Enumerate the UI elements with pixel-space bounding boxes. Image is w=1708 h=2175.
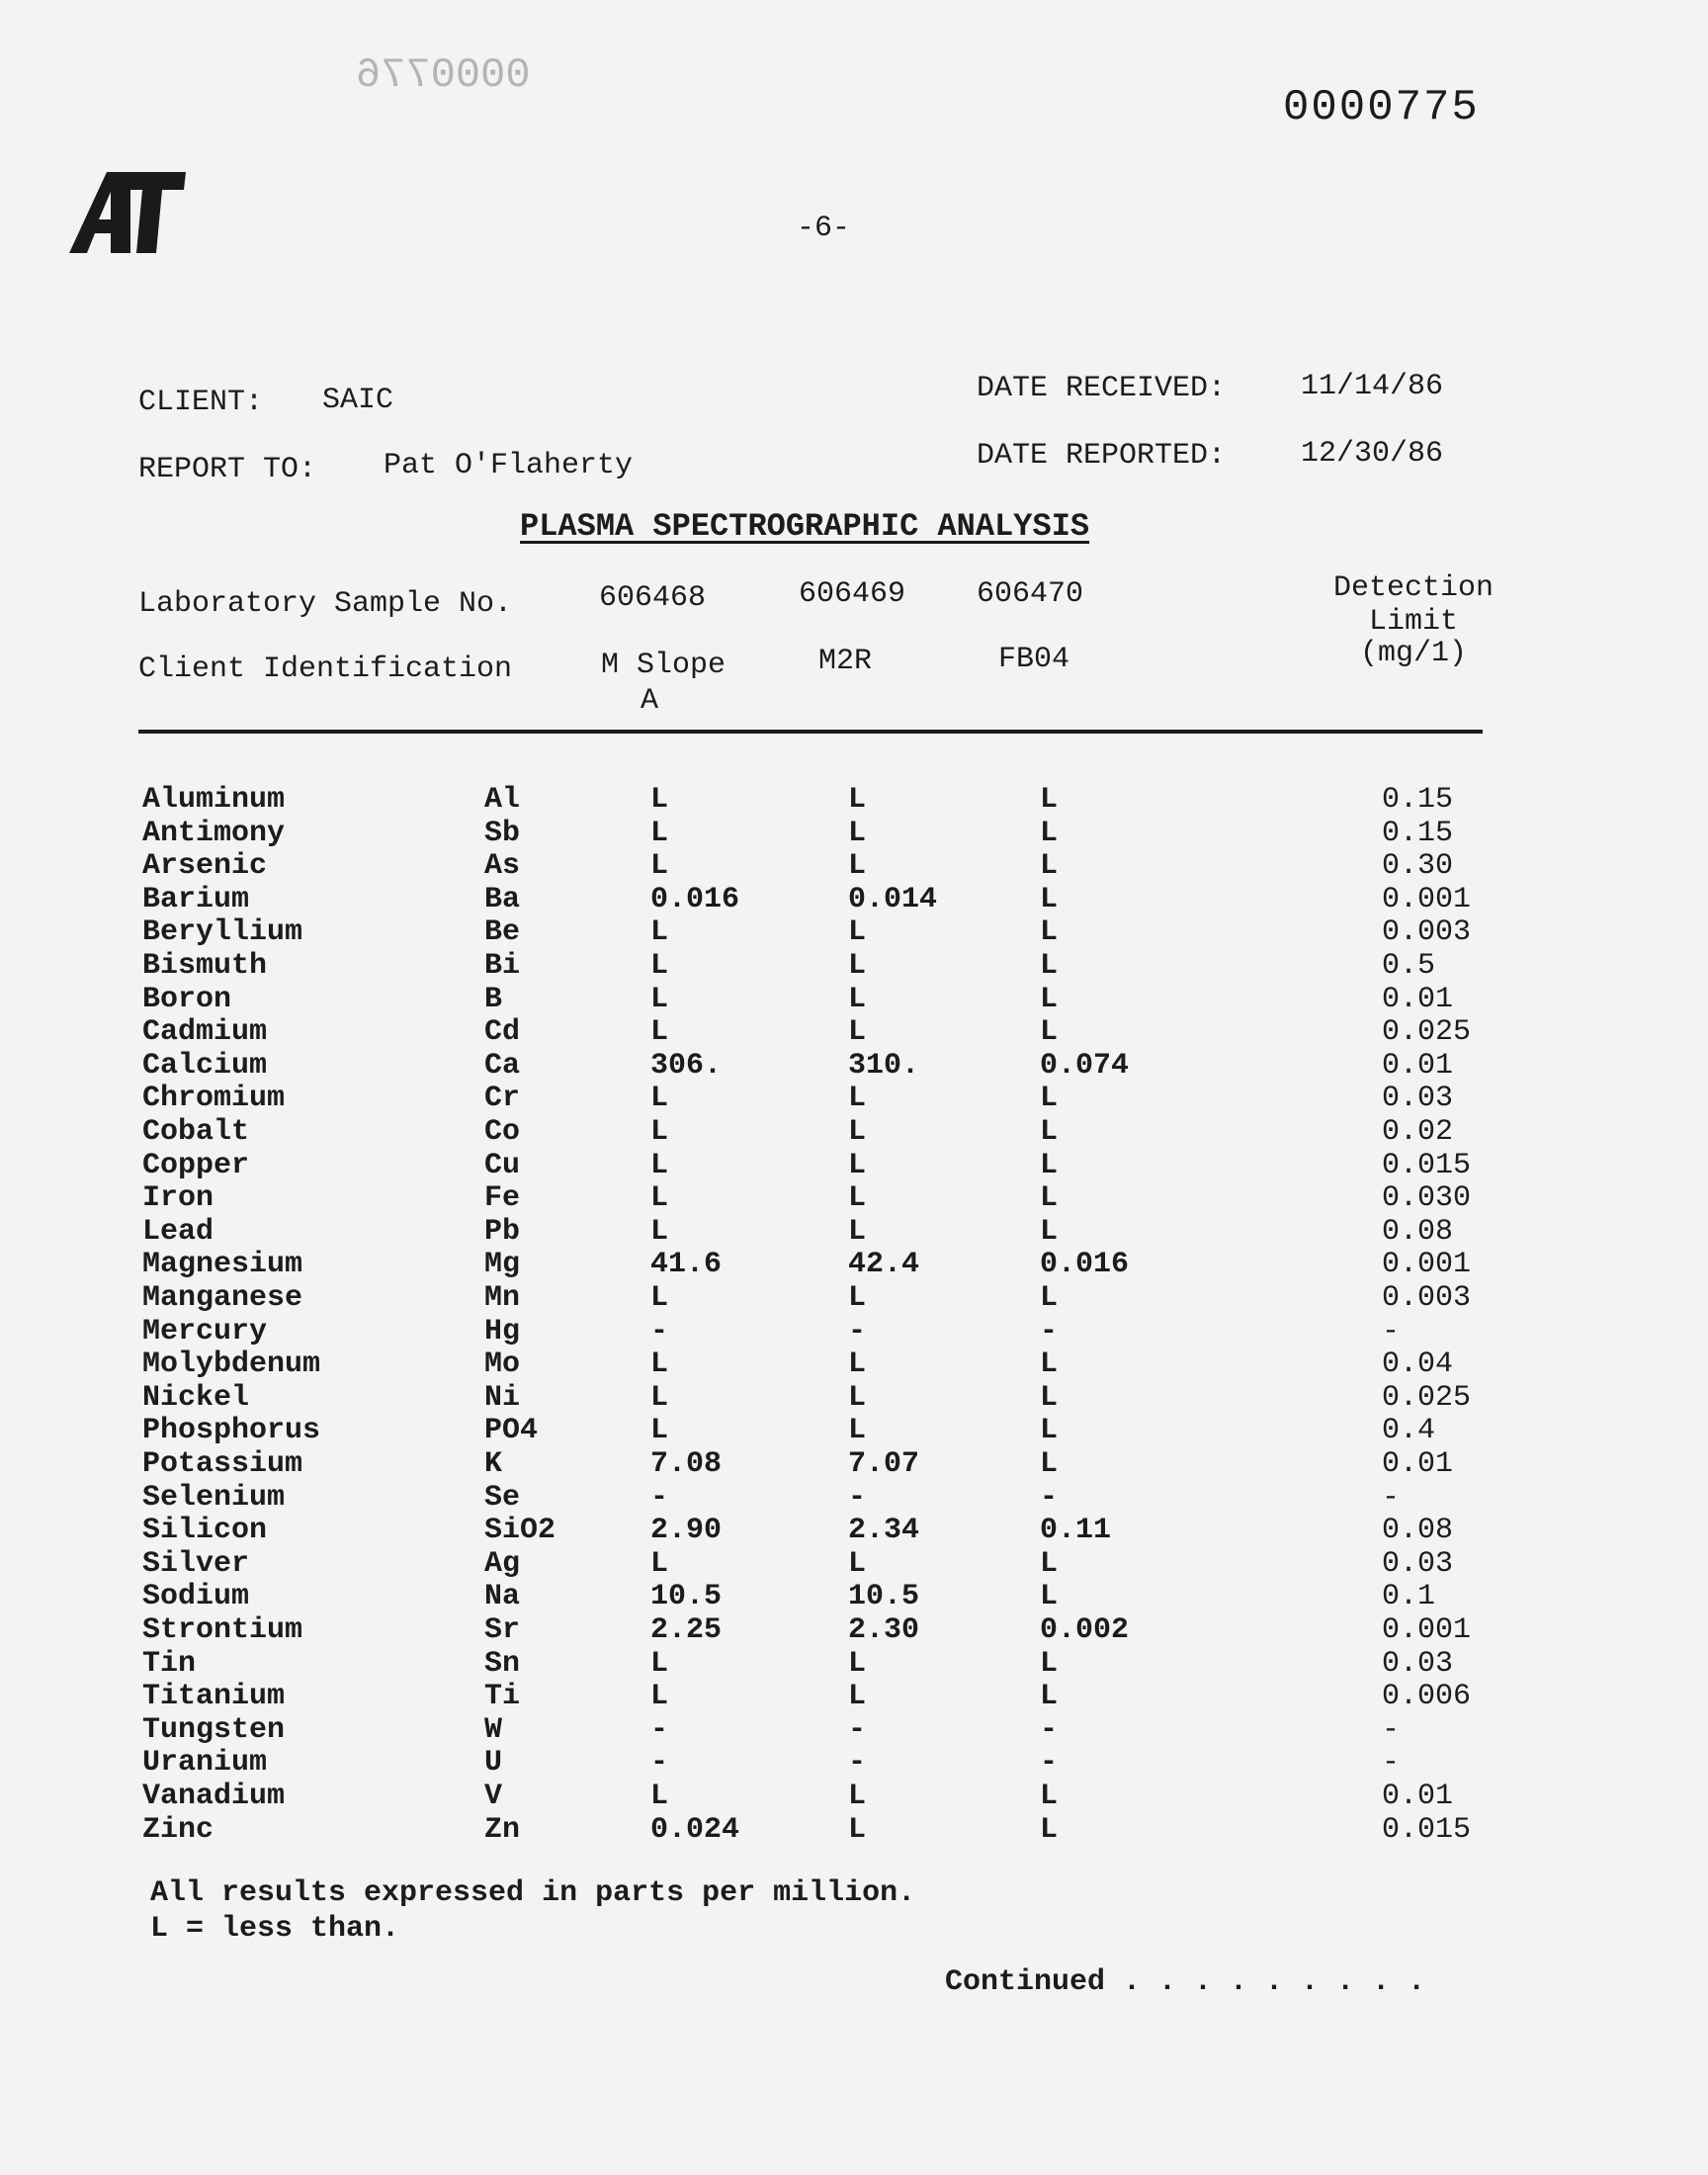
table-row [0, 1215, 1708, 1249]
element-name: Lead [142, 1214, 214, 1249]
sample-3-value: L [1040, 1546, 1059, 1581]
sample-2-value: L [848, 783, 867, 817]
sample-2-value: L [848, 1780, 867, 1813]
sample-1-value: L [650, 1380, 669, 1415]
sample-3-value: L [1040, 982, 1059, 1016]
client-label: CLIENT: [138, 386, 264, 419]
sample-3-value: 0.002 [1040, 1613, 1130, 1647]
element-symbol: Ti [484, 1680, 521, 1714]
element-symbol: Sr [484, 1613, 521, 1647]
report-to-label: REPORT TO: [138, 453, 317, 486]
table-row [0, 1680, 1708, 1713]
detection-limit: 0.006 [1382, 1680, 1472, 1714]
detection-limit: 0.04 [1382, 1348, 1454, 1382]
element-name: Potassium [142, 1447, 303, 1481]
element-symbol: Ca [484, 1048, 521, 1083]
table-row [0, 1248, 1708, 1281]
element-name: Titanium [142, 1680, 286, 1714]
detection-limit: 0.030 [1382, 1181, 1472, 1216]
detection-limit: - [1382, 1712, 1401, 1747]
detection-limit: 0.30 [1382, 849, 1454, 884]
element-name: Silicon [142, 1514, 268, 1548]
sample-1-value: L [650, 982, 669, 1016]
sample-3-value: L [1040, 1447, 1059, 1481]
sample-2-value: L [848, 1115, 867, 1149]
sample-3-value: - [1040, 1712, 1059, 1747]
sample-1-value: L [650, 1181, 669, 1216]
sample-3-value: L [1040, 1680, 1059, 1714]
table-row [0, 1015, 1708, 1049]
sample-1-value: L [650, 949, 669, 983]
sample-1-value: L [650, 1015, 669, 1050]
element-symbol: Fe [484, 1181, 521, 1216]
element-symbol: Cd [484, 1015, 521, 1050]
less-than-note: L = less than. [150, 1912, 400, 1946]
sample-3-value: L [1040, 1646, 1059, 1681]
sample-3-value: L [1040, 1115, 1059, 1149]
date-reported-value: 12/30/86 [1301, 437, 1444, 471]
sample-1-value: L [650, 1214, 669, 1249]
table-row [0, 1414, 1708, 1447]
element-symbol: Be [484, 915, 521, 950]
detection-limit: 0.003 [1382, 915, 1472, 950]
element-name: Arsenic [142, 849, 268, 884]
sample-1-value: 41.6 [650, 1248, 723, 1282]
element-name: Barium [142, 882, 250, 916]
element-symbol: PO4 [484, 1414, 539, 1448]
detection-limit: 0.015 [1382, 1812, 1472, 1847]
sample-3-value: L [1040, 1015, 1059, 1050]
detection-limit: 0.01 [1382, 1780, 1454, 1813]
element-name: Zinc [142, 1812, 214, 1847]
detection-limit: - [1382, 1746, 1401, 1781]
sample-1-value: L [650, 1414, 669, 1448]
table-row [0, 1181, 1708, 1215]
sample-2-value: L [848, 1181, 867, 1216]
element-symbol: Cr [484, 1082, 521, 1116]
sample-2-value: 10.5 [848, 1580, 920, 1614]
sample-1-value: - [650, 1314, 669, 1348]
sample-1-value: 0.024 [650, 1812, 740, 1847]
table-row [0, 1813, 1708, 1847]
sample-3-value: L [1040, 1580, 1059, 1614]
sample-1-value: - [650, 1480, 669, 1515]
sample-1-value: L [650, 1780, 669, 1813]
sample-2-value: L [848, 1380, 867, 1415]
sample-1-value: - [650, 1746, 669, 1781]
element-name: Bismuth [142, 949, 268, 983]
sample-1-value: L [650, 1148, 669, 1182]
sample-3-value: L [1040, 882, 1059, 916]
element-name: Aluminum [142, 783, 286, 817]
sample-2-value: L [848, 1414, 867, 1448]
sample-2-value: 7.07 [848, 1447, 920, 1481]
element-symbol: Ag [484, 1546, 521, 1581]
element-symbol: SiO2 [484, 1514, 556, 1548]
table-row [0, 1613, 1708, 1647]
sample-1-value: 2.90 [650, 1514, 723, 1548]
page-number: -6- [797, 212, 851, 245]
element-name: Cobalt [142, 1115, 250, 1149]
element-symbol: B [484, 982, 503, 1016]
sample-2-value: L [848, 1082, 867, 1116]
detection-limit: 0.4 [1382, 1414, 1436, 1448]
units-note: All results expressed in parts per million. [150, 1876, 916, 1910]
detection-limit: 0.5 [1382, 949, 1436, 983]
element-name: Boron [142, 982, 232, 1016]
sample-3-value: L [1040, 816, 1059, 850]
table-row [0, 1115, 1708, 1149]
sample-1-value: L [650, 849, 669, 884]
element-name: Mercury [142, 1314, 268, 1348]
sample-1-value: L [650, 783, 669, 817]
element-name: Antimony [142, 816, 286, 850]
element-name: Beryllium [142, 915, 303, 950]
sample-2-value: L [848, 1546, 867, 1581]
at-logo-icon [69, 170, 186, 255]
detection-limit: 0.15 [1382, 783, 1454, 817]
detection-limit: 0.025 [1382, 1015, 1472, 1050]
element-symbol: V [484, 1780, 503, 1813]
sample-1-value: L [650, 1680, 669, 1714]
sample-2-value: L [848, 1646, 867, 1681]
element-symbol: Ni [484, 1380, 521, 1415]
table-row [0, 983, 1708, 1016]
sample-3-value: L [1040, 1380, 1059, 1415]
table-row [0, 1713, 1708, 1747]
sample-2-value: L [848, 849, 867, 884]
sample-3-lab-no: 606470 [977, 577, 1084, 611]
report-title: PLASMA SPECTROGRAPHIC ANALYSIS [520, 508, 1090, 545]
element-name: Manganese [142, 1281, 303, 1315]
element-symbol: Bi [484, 949, 521, 983]
sample-2-value: L [848, 1214, 867, 1249]
detection-limit: 0.003 [1382, 1281, 1472, 1315]
sample-2-value: 310. [848, 1048, 920, 1083]
table-row [0, 1780, 1708, 1813]
sample-2-value: L [848, 949, 867, 983]
table-row [0, 1514, 1708, 1547]
element-name: Silver [142, 1546, 250, 1581]
detection-limit: 0.03 [1382, 1546, 1454, 1581]
element-symbol: Mg [484, 1248, 521, 1282]
sample-1-client-id: M Slope [601, 649, 726, 682]
detection-header-line2: Limit [1368, 605, 1458, 639]
sample-2-value: L [848, 982, 867, 1016]
element-name: Nickel [142, 1380, 250, 1415]
element-symbol: Sb [484, 816, 521, 850]
table-row [0, 1149, 1708, 1182]
detection-limit: 0.03 [1382, 1646, 1454, 1681]
sample-3-value: L [1040, 1812, 1059, 1847]
sample-2-value: L [848, 1148, 867, 1182]
date-received-value: 11/14/86 [1301, 370, 1444, 403]
sample-3-value: 0.016 [1040, 1248, 1130, 1282]
client-id-label: Client Identification [138, 652, 513, 686]
sample-2-value: 42.4 [848, 1248, 920, 1282]
element-symbol: Al [484, 783, 521, 817]
detection-limit: 0.02 [1382, 1115, 1454, 1149]
table-row [0, 1547, 1708, 1581]
client-value: SAIC [322, 384, 394, 417]
sample-3-value: 0.11 [1040, 1514, 1112, 1548]
ghost-serial-number: 0000776 [356, 51, 531, 99]
table-row [0, 1746, 1708, 1780]
element-name: Uranium [142, 1746, 268, 1781]
detection-limit: 0.001 [1382, 1613, 1472, 1647]
lab-sample-label: Laboratory Sample No. [138, 587, 513, 621]
element-name: Sodium [142, 1580, 250, 1614]
sample-2-value: L [848, 816, 867, 850]
detection-limit: 0.015 [1382, 1148, 1472, 1182]
element-symbol: Cu [484, 1148, 521, 1182]
detection-limit: 0.025 [1382, 1380, 1472, 1415]
sample-2-value: 0.014 [848, 882, 938, 916]
element-name: Phosphorus [142, 1414, 321, 1448]
detection-limit: 0.01 [1382, 1447, 1454, 1481]
table-row [0, 915, 1708, 949]
sample-3-value: L [1040, 915, 1059, 950]
element-name: Molybdenum [142, 1348, 321, 1382]
sample-3-value: - [1040, 1746, 1059, 1781]
table-row [0, 1315, 1708, 1348]
sample-1-value: 0.016 [650, 882, 740, 916]
detection-limit: - [1382, 1314, 1401, 1348]
sample-1-lab-no: 606468 [599, 581, 707, 615]
table-row [0, 1348, 1708, 1381]
sample-2-value: L [848, 1348, 867, 1382]
table-row [0, 1647, 1708, 1681]
sample-1-value: 306. [650, 1048, 723, 1083]
sample-3-value: L [1040, 849, 1059, 884]
element-symbol: U [484, 1746, 503, 1781]
sample-3-value: L [1040, 1148, 1059, 1182]
sample-2-value: - [848, 1746, 867, 1781]
sample-2-value: - [848, 1314, 867, 1348]
element-name: Tin [142, 1646, 197, 1681]
detection-limit: 0.08 [1382, 1514, 1454, 1548]
date-received-label: DATE RECEIVED: [977, 372, 1227, 405]
element-symbol: Ba [484, 882, 521, 916]
element-name: Iron [142, 1181, 214, 1216]
sample-2-value: L [848, 1281, 867, 1315]
sample-2-value: 2.34 [848, 1514, 920, 1548]
sample-3-value: L [1040, 1214, 1059, 1249]
element-symbol: Zn [484, 1812, 521, 1847]
sample-3-value: L [1040, 783, 1059, 817]
table-row [0, 1281, 1708, 1315]
table-row [0, 783, 1708, 817]
sample-3-value: - [1040, 1314, 1059, 1348]
sample-1-value: L [650, 1646, 669, 1681]
detection-limit: 0.1 [1382, 1580, 1436, 1614]
element-symbol: Se [484, 1480, 521, 1515]
report-to-value: Pat O'Flaherty [384, 449, 634, 482]
sample-1-value: 7.08 [650, 1447, 723, 1481]
sample-2-value: L [848, 1680, 867, 1714]
sample-1-value: 10.5 [650, 1580, 723, 1614]
sample-3-value: L [1040, 1780, 1059, 1813]
table-row [0, 1580, 1708, 1613]
continued-note: Continued . . . . . . . . . [945, 1965, 1426, 1999]
sample-2-value: L [848, 1015, 867, 1050]
element-name: Copper [142, 1148, 250, 1182]
table-row [0, 817, 1708, 850]
element-symbol: Co [484, 1115, 521, 1149]
detection-limit: 0.15 [1382, 816, 1454, 850]
element-name: Calcium [142, 1048, 268, 1083]
element-symbol: Pb [484, 1214, 521, 1249]
detection-limit: 0.01 [1382, 1048, 1454, 1083]
sample-2-value: L [848, 915, 867, 950]
table-row [0, 949, 1708, 983]
element-symbol: Mo [484, 1348, 521, 1382]
company-logo [69, 170, 186, 255]
sample-3-value: L [1040, 1281, 1059, 1315]
sample-1-value: L [650, 915, 669, 950]
sample-3-value: - [1040, 1480, 1059, 1515]
element-name: Tungsten [142, 1712, 286, 1747]
sample-3-value: L [1040, 949, 1059, 983]
element-name: Selenium [142, 1480, 286, 1515]
sample-1-value: L [650, 816, 669, 850]
serial-number: 0000775 [1283, 83, 1480, 132]
sample-1-value: L [650, 1082, 669, 1116]
element-name: Vanadium [142, 1780, 286, 1813]
element-symbol: Sn [484, 1646, 521, 1681]
sample-1-value: L [650, 1115, 669, 1149]
table-row [0, 1082, 1708, 1115]
detection-limit: 0.001 [1382, 1248, 1472, 1282]
table-row [0, 1049, 1708, 1083]
sample-3-value: 0.074 [1040, 1048, 1130, 1083]
sample-2-value: - [848, 1712, 867, 1747]
sample-1-value: L [650, 1546, 669, 1581]
element-symbol: Mn [484, 1281, 521, 1315]
element-name: Chromium [142, 1082, 286, 1116]
element-name: Strontium [142, 1613, 303, 1647]
element-symbol: As [484, 849, 521, 884]
sample-3-value: L [1040, 1082, 1059, 1116]
sample-1-value: - [650, 1712, 669, 1747]
table-row [0, 883, 1708, 916]
sample-3-client-id: FB04 [998, 643, 1070, 676]
sample-1-value: 2.25 [650, 1613, 723, 1647]
sample-2-value: L [848, 1812, 867, 1847]
element-symbol: W [484, 1712, 503, 1747]
sample-1-client-id-sub: A [640, 684, 659, 718]
detection-limit: 0.08 [1382, 1214, 1454, 1249]
element-name: Magnesium [142, 1248, 303, 1282]
detection-header-line1: Detection [1332, 571, 1494, 605]
detection-header-line3: (mg/1) [1359, 637, 1468, 670]
element-symbol: K [484, 1447, 503, 1481]
sample-3-value: L [1040, 1181, 1059, 1216]
element-name: Cadmium [142, 1015, 268, 1050]
header-divider [138, 730, 1483, 734]
detection-limit: - [1382, 1480, 1401, 1515]
sample-3-value: L [1040, 1414, 1059, 1448]
sample-2-lab-no: 606469 [799, 577, 906, 611]
table-row [0, 1447, 1708, 1481]
table-row [0, 1481, 1708, 1515]
sample-3-value: L [1040, 1348, 1059, 1382]
table-row [0, 1381, 1708, 1415]
table-row [0, 849, 1708, 883]
detection-limit: 0.01 [1382, 982, 1454, 1016]
element-symbol: Na [484, 1580, 521, 1614]
sample-2-client-id: M2R [818, 645, 873, 678]
sample-1-value: L [650, 1281, 669, 1315]
sample-2-value: - [848, 1480, 867, 1515]
detection-limit: 0.001 [1382, 882, 1472, 916]
sample-2-value: 2.30 [848, 1613, 920, 1647]
date-reported-label: DATE REPORTED: [977, 439, 1227, 473]
sample-1-value: L [650, 1348, 669, 1382]
detection-limit: 0.03 [1382, 1082, 1454, 1116]
element-symbol: Hg [484, 1314, 521, 1348]
